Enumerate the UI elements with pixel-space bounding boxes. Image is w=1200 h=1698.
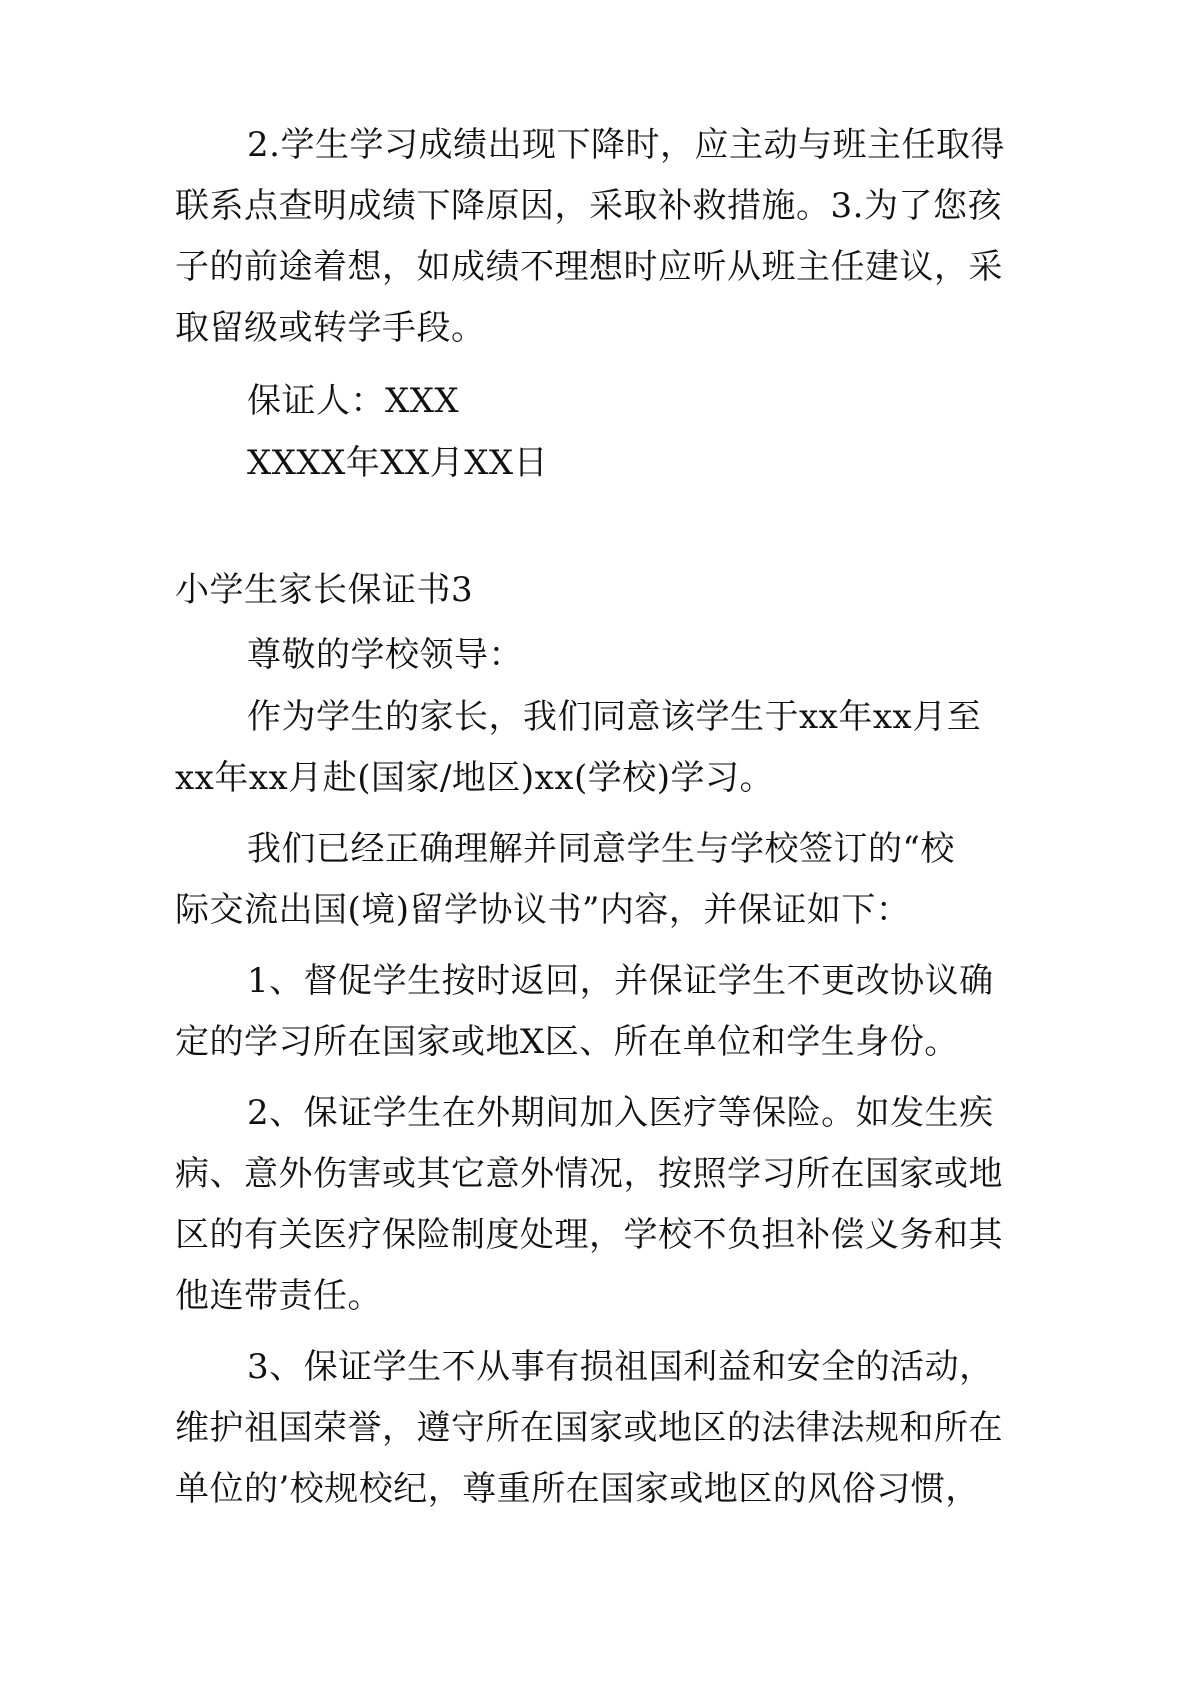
list-item-line: 维护祖国荣誉，遵守所在国家或地区的法律法规和所在 [175, 1408, 1003, 1448]
paragraph-line: 际交流出国(境)留学协议书”内容，并保证如下： [175, 890, 911, 930]
list-item-line: 2、保证学生在外期间加入医疗等保险。如发生疾 [247, 1093, 994, 1133]
list-item-line: 定的学习所在国家或地X区、所在单位和学生身份。 [175, 1022, 959, 1062]
list-item-line: 病、意外伤害或其它意外情况，按照学习所在国家或地 [175, 1154, 1003, 1194]
paragraph-line: 2.学生学习成绩出现下降时，应主动与班主任取得 [247, 125, 1005, 165]
list-item-line: 3、保证学生不从事有损祖国利益和安全的活动， [247, 1347, 994, 1387]
paragraph-line: 我们已经正确理解并同意学生与学校签订的“校 [247, 829, 955, 869]
paragraph-line: xx年xx月赴(国家/地区)xx(学校)学习。 [175, 758, 775, 798]
paragraph-line: 联系点查明成绩下降原因，采取补救措施。3.为了您孩 [175, 186, 1002, 226]
list-item-line: 他连带责任。 [175, 1276, 382, 1316]
guarantor-line: 保证人：XXX [247, 381, 460, 421]
section-title: 小学生家长保证书3 [175, 570, 474, 610]
salutation: 尊敬的学校领导： [247, 635, 523, 675]
list-item-line: 区的有关医疗保险制度处理，学校不负担补偿义务和其 [175, 1215, 1003, 1255]
paragraph-line: 取留级或转学手段。 [175, 308, 486, 348]
list-item-line: 1、督促学生按时返回，并保证学生不更改协议确 [247, 961, 994, 1001]
paragraph-line: 作为学生的家长，我们同意该学生于xx年xx月至 [247, 697, 982, 737]
paragraph-line: 子的前途着想，如成绩不理想时应听从班主任建议，采 [175, 247, 1003, 287]
list-item-line: 单位的’校规校纪，尊重所在国家或地区的风俗习惯， [175, 1469, 980, 1509]
date-line: XXXX年XX月XX日 [247, 443, 549, 483]
